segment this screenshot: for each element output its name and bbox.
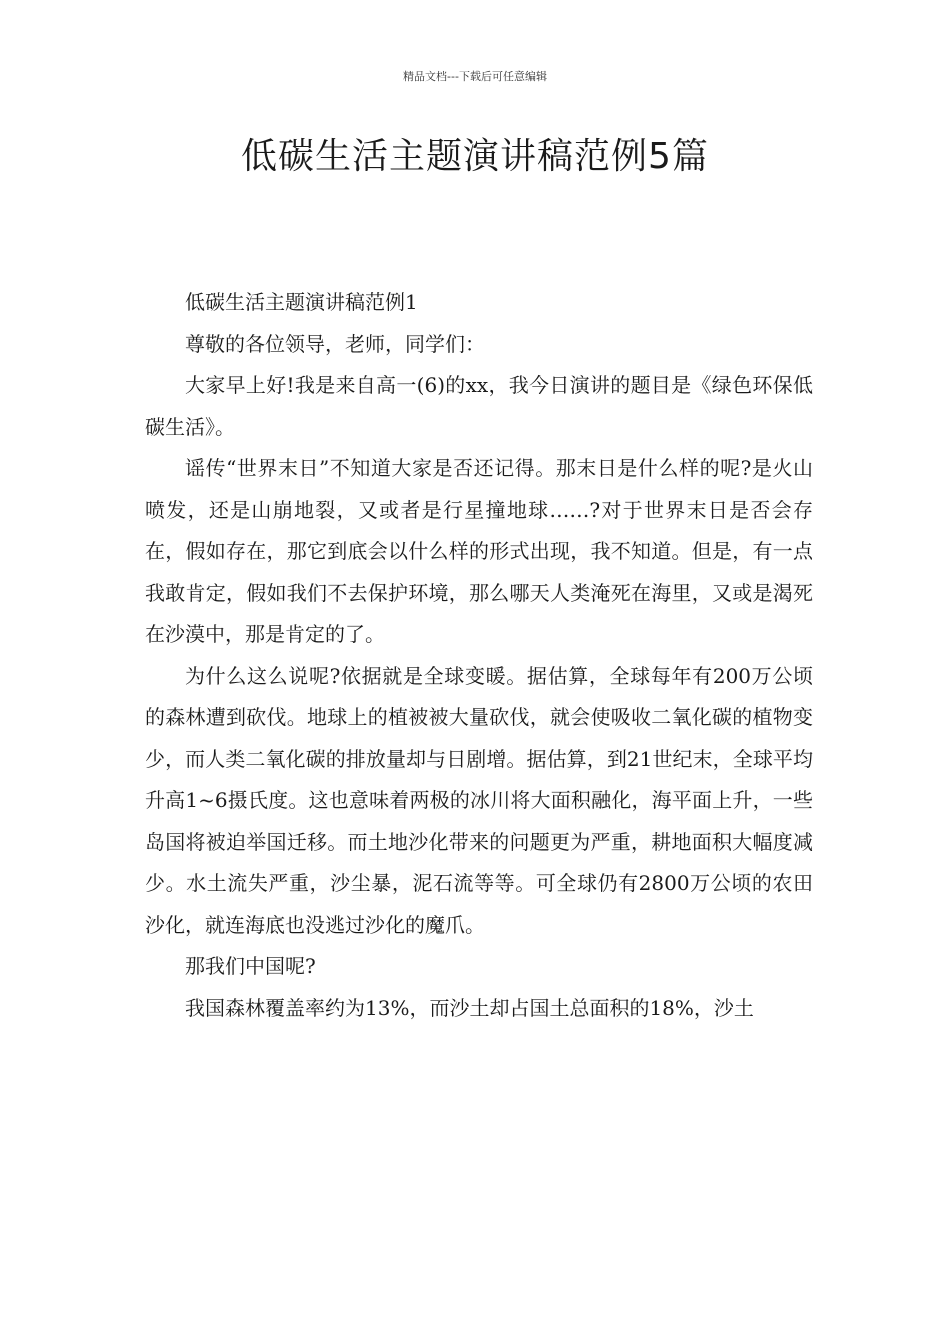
document-title: 低碳生活主题演讲稿范例5篇 <box>241 136 709 177</box>
header-note: 精品文档---下载后可任意编辑 <box>403 70 547 83</box>
paragraph: 为什么这么说呢?依据就是全球变暖。据估算，全球每年有200万公顷的森林遭到砍伐。地球上的植被被大量砍伐，就会使吸收二氧化碳的植物变少，而人类二氧化碳的排放量却与日剧增。据估算，到21世纪末，全球平均升高1~6摄氏度。这也意味着两极的冰川将大面积融化，海平面上升，一些岛国将被迫举国迁移。而土地沙化带来的问题更为严重，耕地面积大幅度减少。水土流失严重，沙尘暴，泥石流等等。可全球仍有2800万公顷的农田沙化，就连海底也没逃过沙化的魔爪。 <box>145 663 813 937</box>
paragraph: 那我们中国呢? <box>185 954 316 978</box>
paragraph: 谣传“世界末日”不知道大家是否还记得。那末日是什么样的呢?是火山喷发，还是山崩地裂，又或者是行星撞地球……?对于世界末日是否会存在，假如存在，那它到底会以什么样的形式出现，我不知道。但是，有一点我敢肯定，假如我们不去保护环境，那么哪天人类淹死在海里，又或是渴死在沙漠中，那是肯定的了。 <box>145 456 813 646</box>
document-body <box>145 282 813 1029</box>
section-heading: 低碳生活主题演讲稿范例1 <box>185 290 418 314</box>
paragraph: 大家早上好!我是来自高一(6)的xx，我今日演讲的题目是《绿色环保低碳生活》。 <box>145 373 813 439</box>
paragraph: 我国森林覆盖率约为13%，而沙土却占国土总面积的18%，沙土 <box>185 995 754 1020</box>
salutation: 尊敬的各位领导，老师，同学们： <box>185 331 485 356</box>
